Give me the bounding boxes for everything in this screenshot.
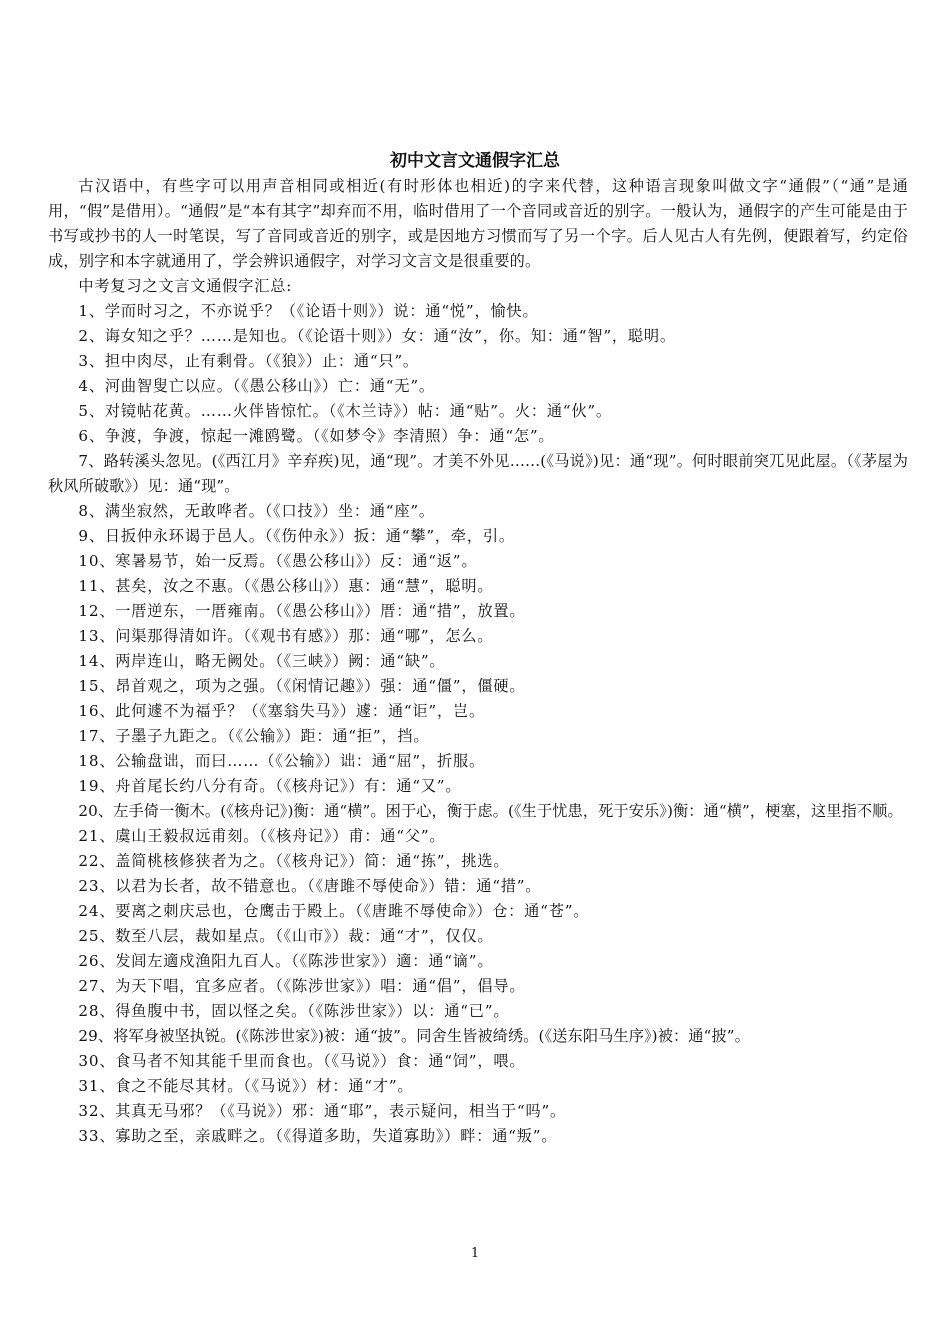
list-item: 15、昂首观之，项为之强。（《闲情记趣》）强：通“僵”，僵硬。 — [78, 677, 526, 695]
list-item: 7、路转溪头忽见。(《西江月》辛弃疾)见，通“现”。才美不外见……(《马说》)见：通“现”。何时眼前突兀见此屋。（《茅屋为秋风所破歌》）见：通“现”。 — [48, 452, 908, 495]
list-item: 18、公输盘诎，而曰……（《公输》）诎：通“屈”，折服。 — [78, 752, 485, 770]
list-item: 32、其真无马邪？（《马说》）邪：通“耶”，表示疑问，相当于“吗”。 — [78, 1102, 567, 1120]
list-item: 19、舟首尾长约八分有奇。（《核舟记》）有：通“又”。 — [78, 777, 462, 795]
list-item: 5、对镜帖花黄。……火伴皆惊忙。（《木兰诗》）帖：通“贴”。火：通“伙”。 — [78, 402, 612, 420]
list-item: 8、满坐寂然，无敢哗者。（《口技》）坐：通“座”。 — [78, 502, 435, 520]
list-item: 26、发闾左適戍渔阳九百人。（《陈涉世家》）適：通“谪”。 — [78, 952, 494, 970]
list-item: 9、日扳仲永环谒于邑人。（《伤仲永》）扳：通“攀”，牵，引。 — [78, 527, 515, 545]
list-item: 29、将军身被坚执锐。(《陈涉世家》)被：通“披”。同舍生皆被绮绣。(《送东阳马生序》)被：通“披”。 — [78, 1027, 750, 1045]
list-item: 23、以君为长者，故不错意也。（《唐雎不辱使命》）错：通“措”。 — [78, 877, 542, 895]
list-item: 31、食之不能尽其材。（《马说》）材：通“才”。 — [78, 1077, 414, 1095]
list-item: 6、争渡，争渡，惊起一滩鸥鹭。（《如梦令》李清照）争：通“怎”。 — [78, 427, 555, 445]
list-item: 1、学而时习之，不亦说乎？（《论语十则》）说：通“悦”，愉快。 — [78, 302, 539, 320]
list-item: 11、甚矣，汝之不惠。（《愚公移山》）惠：通“慧”，聪明。 — [78, 577, 494, 595]
list-item: 28、得鱼腹中书，固以怪之矣。（《陈涉世家》）以：通“已”。 — [78, 1002, 510, 1020]
list-item: 17、子墨子九距之。（《公输》）距：通“拒”，挡。 — [78, 727, 430, 745]
list-item: 21、虞山王毅叔远甫刻。（《核舟记》）甫：通“父”。 — [78, 827, 446, 845]
list-item: 12、一厝逆东，一厝雍南。（《愚公移山》）厝：通“措”，放置。 — [78, 602, 526, 620]
list-item: 4、河曲智叟亡以应。（《愚公移山》）亡：通“无”。 — [78, 377, 435, 395]
list-item: 16、此何遽不为福乎？（《塞翁失马》）遽：通“讵”，岂。 — [78, 702, 485, 720]
list-item: 24、要离之刺庆忌也，仓鹰击于殿上。（《唐雎不辱使命》）仓：通“苍”。 — [78, 902, 590, 920]
list-item: 14、两岸连山，略无阙处。（《三峡》）阙：通“缺”。 — [78, 652, 446, 670]
list-item: 13、问渠那得清如许。（《观书有感》）那：通“哪”，怎么。 — [78, 627, 494, 645]
document-body — [48, 174, 908, 1149]
section-heading: 中考复习之文言文通假字汇总: — [78, 277, 293, 295]
list-item: 25、数至八层，裁如星点。（《山市》）裁：通“才”，仅仅。 — [78, 927, 494, 945]
document-title: 初中文言文通假字汇总 — [390, 151, 560, 171]
list-item: 33、寡助之至，亲戚畔之。（《得道多助，失道寡助》）畔：通“叛”。 — [78, 1127, 558, 1145]
list-item: 20、左手倚一衡木。(《核舟记》)衡：通“横”。困于心，衡于虑。(《生于忧患，死于安乐》)衡：通“横”，梗塞，这里指不顺。 — [78, 802, 903, 820]
list-item: 3、担中肉尽，止有剩骨。（《狼》）止：通“只”。 — [78, 352, 419, 370]
list-item: 27、为天下唱，宜多应者。（《陈涉世家》）唱：通“倡”，倡导。 — [78, 977, 526, 995]
page-number: 1 — [470, 1246, 480, 1261]
list-item: 10、寒暑易节，始一反焉。（《愚公移山》）反：通“返”。 — [78, 552, 478, 570]
intro-paragraph: 古汉语中，有些字可以用声音相同或相近(有时形体也相近)的字来代替，这种语言现象叫做文字“通假”（“通”是通用，“假”是借用）。“通假”是“本有其字”却弃而不用，临时借用了一个音同或音近的别字。一般认为，通假字的产生可能是由于书写或抄书的人一时笔误，写了音同或音近的别字，或是因地方习惯而写了另一个字。后人见古人有先例，便跟着写，约定俗成，别字和本字就通用了，学会辨识通假字，对学习文言文是很重要的。 — [48, 177, 908, 270]
list-item: 22、盖简桃核修狭者为之。（《核舟记》）简：通“拣”，挑选。 — [78, 852, 510, 870]
list-item: 30、食马者不知其能千里而食也。（《马说》）食：通“饲”，喂。 — [78, 1052, 526, 1070]
list-item: 2、诲女知之乎？……是知也。（《论语十则》）女：通“汝”，你。知：通“智”，聪明。 — [78, 327, 676, 345]
